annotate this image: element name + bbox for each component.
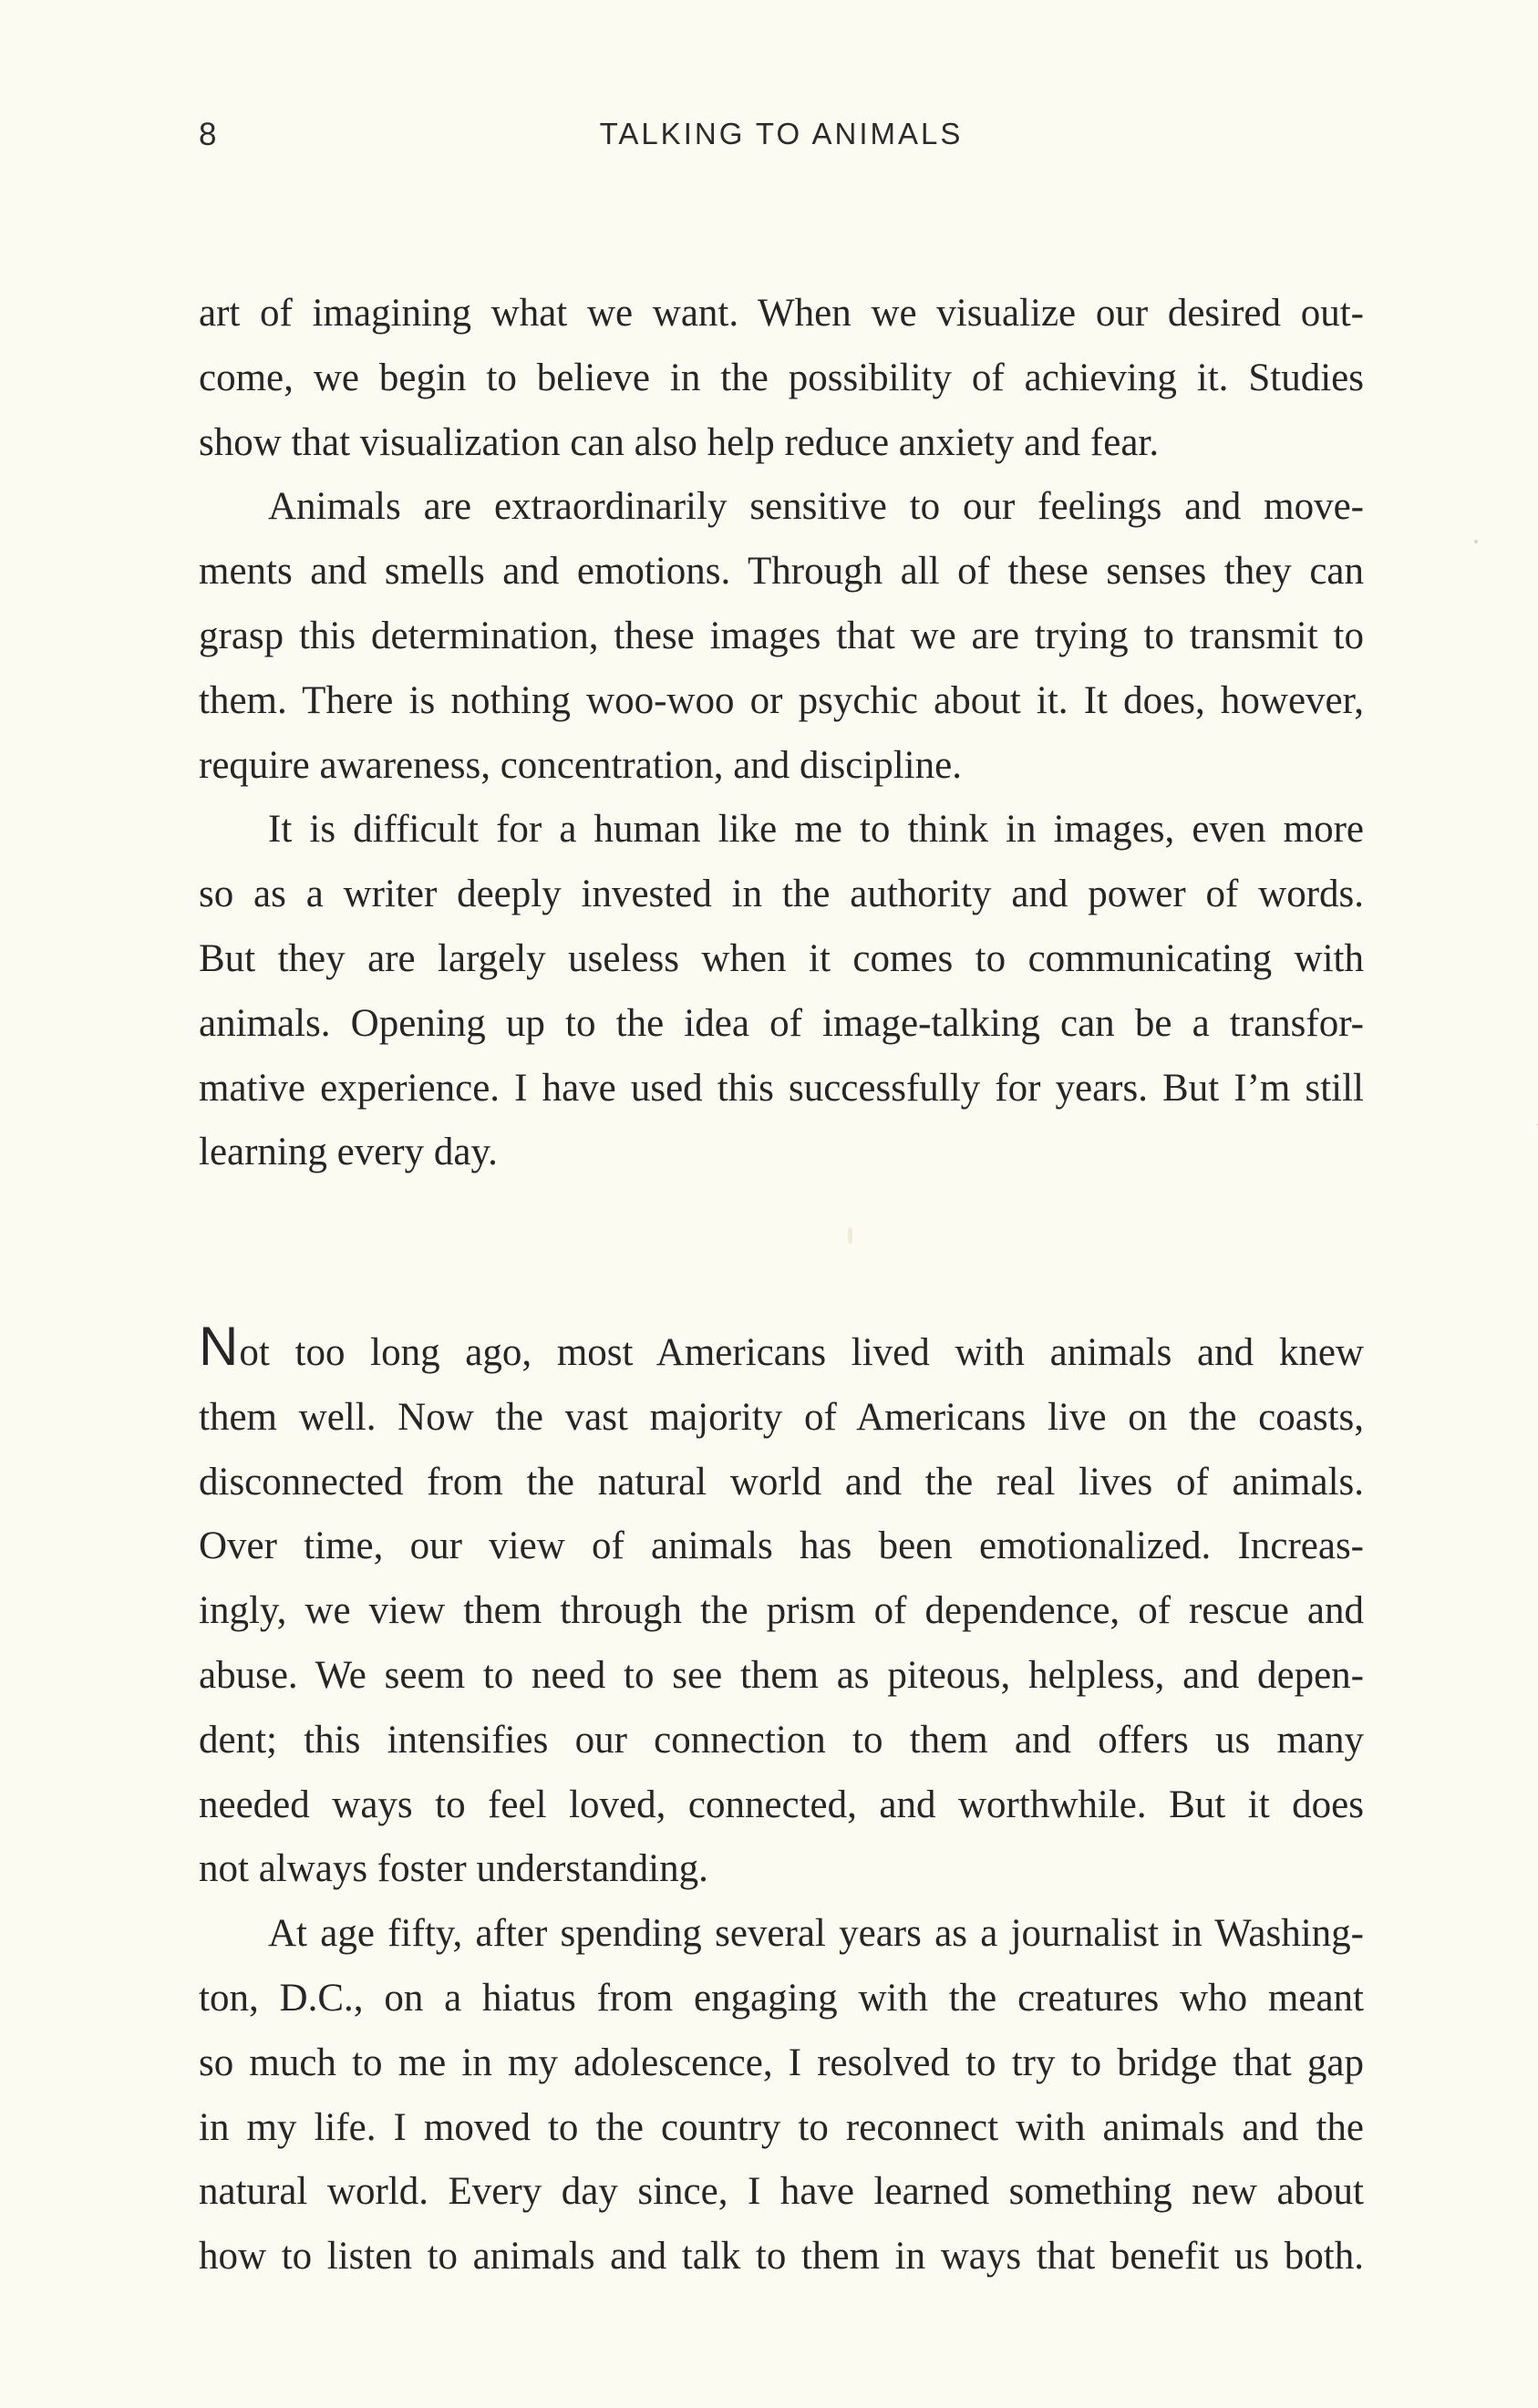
text-line: them. There is nothing woo-woo or psychic about it. It does, however, [199, 678, 1364, 722]
paragraph [199, 1316, 1364, 1902]
paragraph [199, 475, 1364, 798]
paper-speck [848, 1227, 852, 1244]
text-line: ingly, we view them through the prism of dependence, of rescue and [199, 1589, 1364, 1633]
paragraph [199, 1902, 1364, 2289]
text-line: ments and smells and emotions. Through all of these senses they can [199, 550, 1364, 594]
text-line: abuse. We seem to need to see them as piteous, helpless, and depen- [199, 1653, 1364, 1697]
text-line: them well. Now the vast majority of Americans live on the coasts, [199, 1395, 1364, 1439]
text-line: animals. Opening up to the idea of image-talking can be a transfor- [199, 1001, 1364, 1045]
text-line: so as a writer deeply invested in the authority and power of words. [199, 873, 1364, 916]
text-line: learning every day. [199, 1131, 498, 1174]
text-line: grasp this determination, these images that we are trying to transmit to [199, 614, 1364, 657]
text-line-rest: ot too long ago, most Americans lived with animals and knew [239, 1331, 1364, 1374]
text-line: natural world. Every day since, I have learned something new about [199, 2170, 1364, 2214]
text-line: require awareness, concentration, and discipline. [199, 743, 962, 787]
section-two [199, 1316, 1364, 2289]
page-number: 8 [199, 117, 218, 152]
text-line: in my life. I moved to the country to reconnect with animals and the [199, 2105, 1364, 2149]
text-line: show that visualization can also help reduce anxiety and fear. [199, 420, 1160, 464]
text-line: dent; this intensifies our connection to them and offers us many [199, 1718, 1364, 1762]
text-line: But they are largely useless when it comes to communicating with [199, 936, 1364, 980]
text-line: mative experience. I have used this successfully for years. But I’m still [199, 1066, 1364, 1110]
text-line [199, 1316, 1364, 1386]
paragraph [199, 798, 1364, 1185]
text-line: disconnected from the natural world and the real lives of animals. [199, 1460, 1364, 1504]
paragraph [199, 282, 1364, 475]
drop-cap: N [199, 1316, 240, 1377]
text-line: Over time, our view of animals has been emotionalized. Increas- [199, 1524, 1364, 1568]
text-line: Animals are extraordinarily sensitive to our feelings and move- [268, 485, 1364, 529]
text-line: how to listen to animals and talk to them in ways that benefit us both. [199, 2235, 1364, 2279]
text-line: needed ways to feel loved, connected, and worthwhile. But it does [199, 1783, 1364, 1826]
text-line: not always foster understanding. [199, 1847, 708, 1891]
paper-speck [1474, 540, 1478, 543]
section-one [199, 282, 1364, 1185]
running-head [199, 117, 1364, 162]
book-title: TALKING TO ANIMALS [599, 117, 964, 150]
text-line: so much to me in my adolescence, I resolved to try to bridge that gap [199, 2041, 1364, 2084]
text-line: come, we begin to believe in the possibility of achieving it. Studies [199, 356, 1364, 399]
text-line: ton, D.C., on a hiatus from engaging with the creatures who meant [199, 1976, 1364, 2020]
text-line: art of imagining what we want. When we visualize our desired out- [199, 292, 1364, 335]
text-line: At age fifty, after spending several years as a journalist in Washing- [268, 1912, 1364, 1956]
text-line: It is difficult for a human like me to think in images, even more [268, 808, 1364, 852]
